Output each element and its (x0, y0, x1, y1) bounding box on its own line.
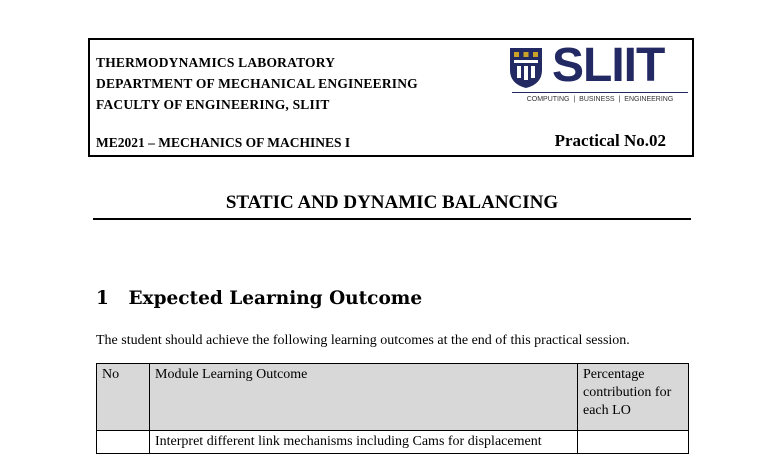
department-name: DEPARTMENT OF MECHANICAL ENGINEERING (96, 76, 418, 91)
logo-wordmark: SLIIT (552, 39, 665, 92)
header-percentage: Percentage contribution for each LO (578, 364, 689, 431)
section-number: 1 (96, 288, 109, 309)
crest-icon (508, 46, 544, 90)
section-heading (96, 288, 422, 309)
learning-outcome-table (96, 363, 689, 454)
sliit-logo (504, 39, 690, 108)
practical-number: Practical No.02 (554, 131, 666, 150)
header-no: No (97, 364, 150, 431)
table-header-row (97, 364, 689, 431)
table-row (97, 431, 689, 454)
lab-name: THERMODYNAMICS LABORATORY (96, 55, 336, 70)
document-title: STATIC AND DYNAMIC BALANCING (225, 192, 559, 213)
header-outcome: Module Learning Outcome (150, 364, 578, 431)
section-title: Expected Learning Outcome (128, 288, 423, 309)
title-underline (93, 218, 691, 220)
course-code: ME2021 – MECHANICS OF MACHINES I (96, 135, 351, 150)
document-header (88, 38, 694, 157)
intro-paragraph: The student should achieve the following learning outcomes at the end of this practical session. (96, 333, 630, 348)
row-percentage (578, 431, 689, 454)
faculty-name: FACULTY OF ENGINEERING, SLIIT (96, 97, 330, 112)
logo-tagline: COMPUTING | BUSINESS | ENGINEERING (512, 96, 688, 103)
row-no (97, 431, 150, 454)
row-outcome: Interpret different link mechanisms including Cams for displacement (150, 431, 578, 454)
